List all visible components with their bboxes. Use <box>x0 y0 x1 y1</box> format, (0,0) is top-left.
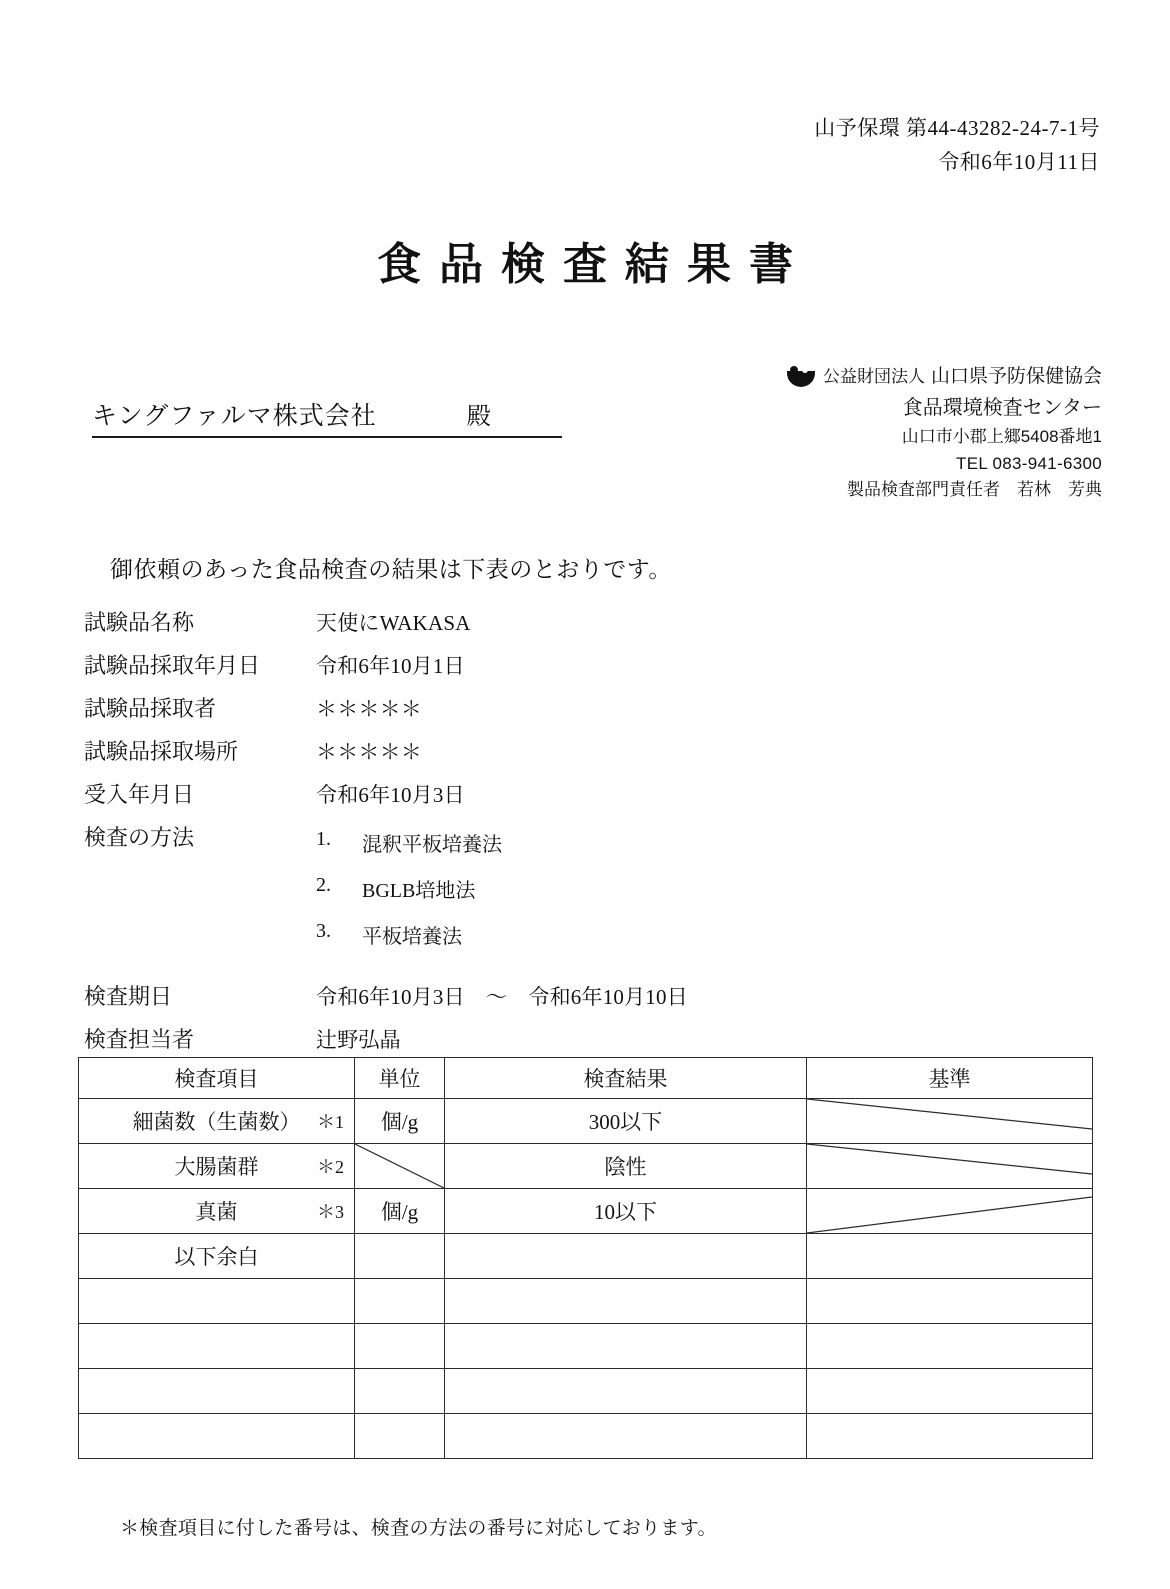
sampling-date-label: 試験品採取年月日 <box>84 653 261 678</box>
cell-item: 以下余白 <box>79 1234 355 1279</box>
cell-result <box>445 1279 807 1324</box>
inspector-value: 辻野弘晶 <box>316 1028 401 1052</box>
sample-name-label: 試験品名称 <box>84 610 195 635</box>
item-name: 大腸菌群 <box>174 1155 259 1179</box>
strike-through-line <box>355 1144 444 1188</box>
field-list <box>84 606 944 1066</box>
addressee-company: キングファルマ株式会社 <box>92 403 377 430</box>
cell-standard <box>807 1099 1093 1144</box>
cell-unit: 個/g <box>355 1189 445 1234</box>
issuer-org-name: 山口県予防保健協会 <box>930 366 1102 387</box>
sampler-label: 試験品採取者 <box>84 696 217 721</box>
cell-result: 300以下 <box>445 1099 807 1144</box>
document-number: 山予保環 第44-43282-24-7-1号 <box>814 116 1100 140</box>
cell-result <box>445 1369 807 1414</box>
field-label <box>84 1023 316 1054</box>
method-number: 1. <box>316 828 331 850</box>
table-row <box>79 1099 1093 1144</box>
method-item <box>316 920 502 949</box>
field-label <box>84 735 316 766</box>
received-date-value: 令和6年10月3日 <box>316 783 465 807</box>
cell-unit <box>355 1234 445 1279</box>
cell-unit <box>355 1369 445 1414</box>
test-period-value: 令和6年10月3日 〜 令和6年10月10日 <box>316 985 688 1009</box>
sampling-place-label: 試験品採取場所 <box>84 739 239 764</box>
cell-item <box>79 1324 355 1369</box>
cell-result <box>445 1234 807 1279</box>
method-list <box>316 828 502 966</box>
cell-item <box>79 1369 355 1414</box>
method-name: 混釈平板培養法 <box>362 834 502 856</box>
field-label <box>84 649 316 680</box>
field-sampling-place <box>84 735 944 766</box>
sampler-value: ＊＊＊＊＊ <box>316 697 422 721</box>
field-test-period <box>84 980 944 1011</box>
table-row <box>79 1369 1093 1414</box>
cell-item <box>79 1279 355 1324</box>
cell-standard <box>807 1324 1093 1369</box>
results-table <box>78 1057 1093 1459</box>
cell-result <box>445 1324 807 1369</box>
cell-result: 10以下 <box>445 1189 807 1234</box>
column-header-result: 検査結果 <box>445 1058 807 1099</box>
method-name: 平板培養法 <box>362 926 462 948</box>
table-footnote: ＊検査項目に付した番号は、検査の方法の番号に対応しております。 <box>120 1518 717 1539</box>
page-title: 食品検査結果書 <box>377 239 811 290</box>
inspector-label: 検査担当者 <box>84 1027 195 1052</box>
item-mark: ＊2 <box>317 1157 344 1177</box>
item-name: 細菌数（生菌数） <box>132 1110 301 1134</box>
field-methods <box>84 821 944 966</box>
method-item <box>316 874 502 903</box>
item-mark: ＊3 <box>317 1202 344 1222</box>
method-number: 3. <box>316 920 331 942</box>
table-row <box>79 1279 1093 1324</box>
issuer-address: 山口市小郡上郷5408番地1 <box>901 427 1102 447</box>
table-row <box>79 1414 1093 1459</box>
issuer-block <box>787 362 1102 503</box>
table-row <box>79 1324 1093 1369</box>
strike-through-line <box>807 1144 1092 1188</box>
cell-standard <box>807 1234 1093 1279</box>
issue-date: 令和6年10月11日 <box>938 150 1100 174</box>
cell-item <box>79 1414 355 1459</box>
cell-result: 陰性 <box>445 1144 807 1189</box>
field-label <box>84 692 316 723</box>
table-row <box>79 1234 1093 1279</box>
cell-unit <box>355 1279 445 1324</box>
results-table-wrap <box>78 1057 1092 1459</box>
table-row <box>79 1144 1093 1189</box>
column-header-item: 検査項目 <box>79 1058 355 1099</box>
addressee <box>92 396 562 438</box>
cell-standard <box>807 1414 1093 1459</box>
intro-text: 御依頼のあった食品検査の結果は下表のとおりです。 <box>110 557 672 582</box>
cell-standard <box>807 1279 1093 1324</box>
field-received-date <box>84 778 944 809</box>
method-number: 2. <box>316 874 331 896</box>
sample-name-value: 天使にWAKASA <box>316 611 471 635</box>
field-sampling-date <box>84 649 944 680</box>
strike-through-line <box>807 1099 1092 1143</box>
field-sampler <box>84 692 944 723</box>
field-label <box>84 980 316 1011</box>
issuer-corp-type: 公益財団法人 <box>822 366 925 386</box>
received-date-label: 受入年月日 <box>84 782 195 807</box>
cell-standard <box>807 1144 1093 1189</box>
column-header-unit: 単位 <box>355 1058 445 1099</box>
field-label <box>84 606 316 637</box>
cell-standard <box>807 1369 1093 1414</box>
cell-unit: 個/g <box>355 1099 445 1144</box>
cell-unit <box>355 1324 445 1369</box>
table-row <box>79 1189 1093 1234</box>
item-mark: ＊1 <box>317 1112 344 1132</box>
issuer-center: 食品環境検査センター <box>902 397 1102 420</box>
field-label <box>84 778 316 809</box>
issuer-tel: TEL 083-941-6300 <box>956 453 1102 473</box>
sampling-place-value: ＊＊＊＊＊ <box>316 740 422 764</box>
method-name: BGLB培地法 <box>362 880 476 902</box>
cell-unit <box>355 1144 445 1189</box>
issuer-manager: 製品検査部門責任者 若林 芳典 <box>847 480 1102 500</box>
column-header-standard: 基準 <box>807 1058 1093 1099</box>
cell-unit <box>355 1414 445 1459</box>
field-label <box>84 821 316 852</box>
method-label: 検査の方法 <box>84 825 195 850</box>
cell-item <box>79 1099 355 1144</box>
bird-logo-icon <box>787 366 817 388</box>
cell-result <box>445 1414 807 1459</box>
cell-standard <box>807 1189 1093 1234</box>
addressee-honorific: 殿 <box>466 404 492 430</box>
strike-through-line <box>807 1189 1092 1233</box>
sampling-date-value: 令和6年10月1日 <box>316 654 465 678</box>
table-header-row <box>79 1058 1093 1099</box>
field-inspector <box>84 1023 944 1054</box>
field-sample-name <box>84 606 944 637</box>
method-item <box>316 828 502 857</box>
item-name: 真菌 <box>195 1200 238 1224</box>
test-period-label: 検査期日 <box>84 984 173 1009</box>
cell-item <box>79 1144 355 1189</box>
cell-item <box>79 1189 355 1234</box>
